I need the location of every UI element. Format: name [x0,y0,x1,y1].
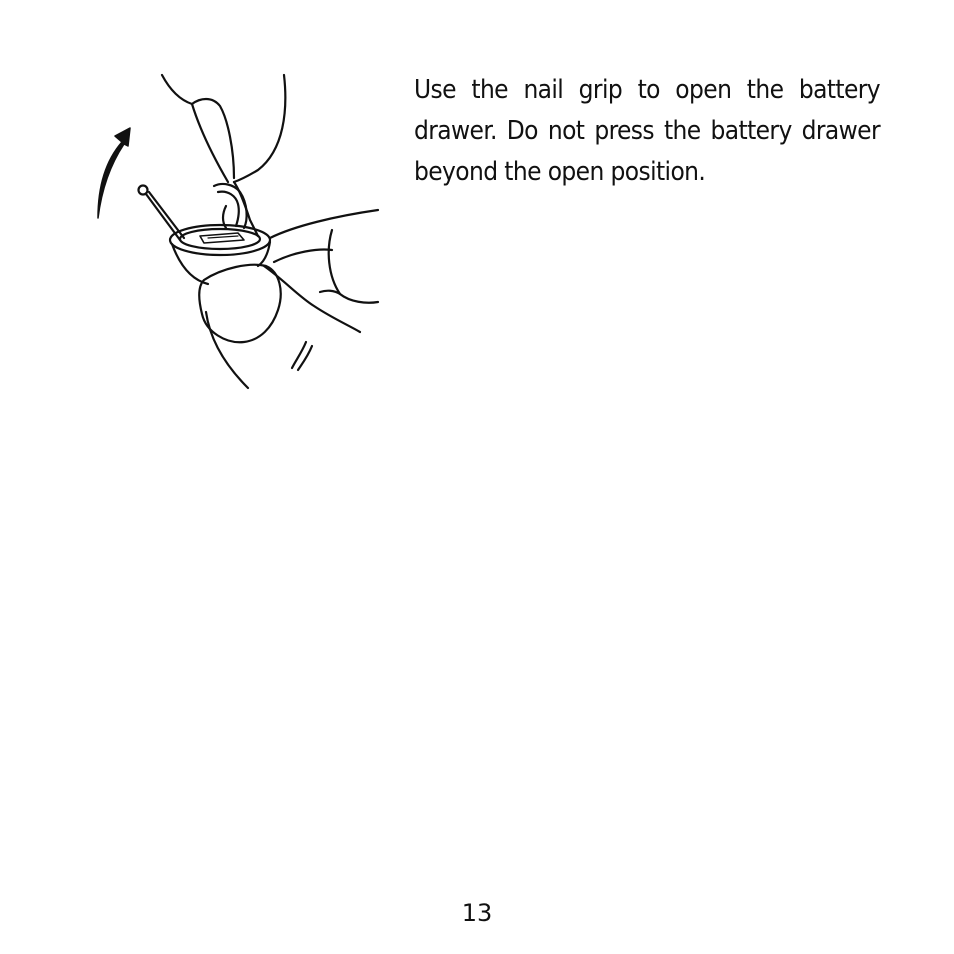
instruction-text: Use the nail grip to open the battery drawer. Do not press the battery drawer beyond the open position. [414,75,880,187]
upper-finger-icon [162,75,285,182]
hearing-aid-icon [170,225,270,284]
page-number: 13 [461,899,493,927]
lower-finger-icon [270,210,378,303]
thumb-icon [199,265,360,388]
battery-drawer-illustration [88,70,388,395]
curved-arrow-icon [98,128,130,218]
